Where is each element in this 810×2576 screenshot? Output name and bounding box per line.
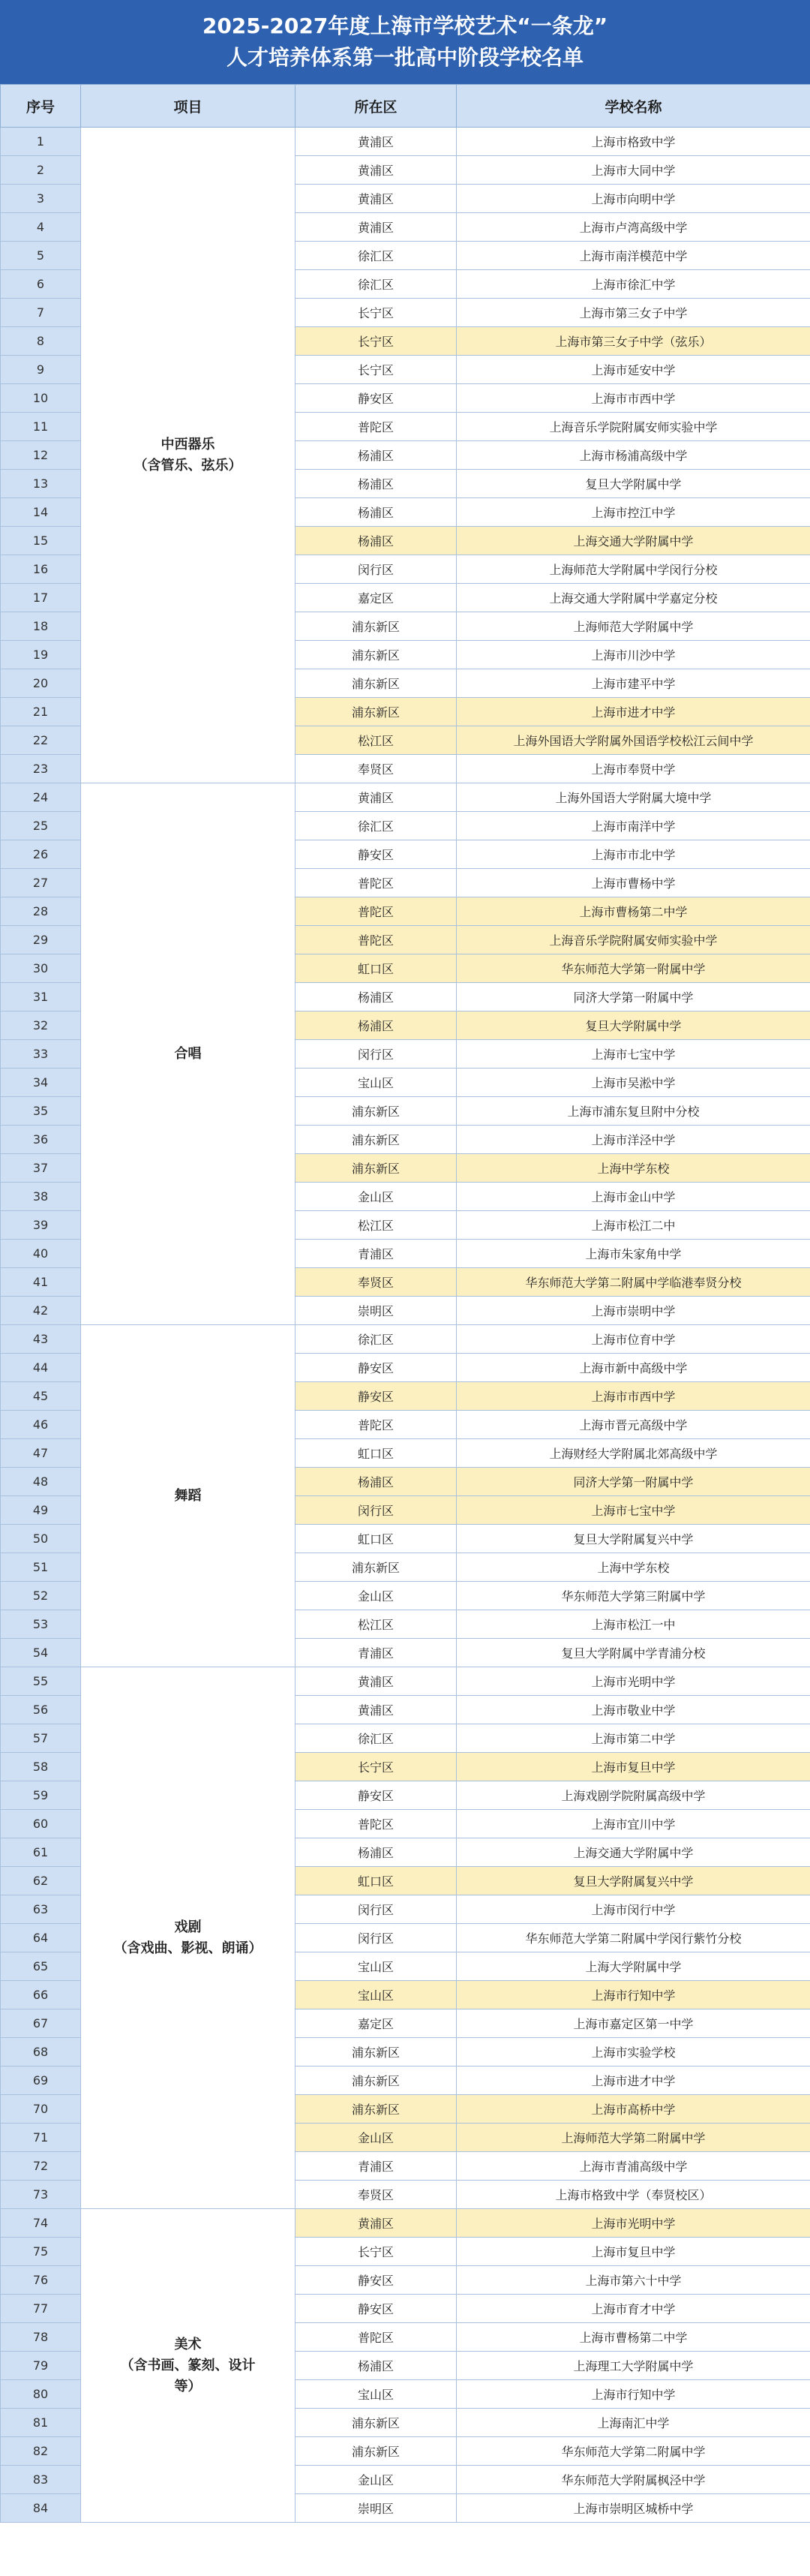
row-number: 11 [1, 413, 81, 441]
district-cell: 杨浦区 [296, 527, 457, 555]
title-line-2: 人才培养体系第一批高中阶段学校名单 [226, 45, 584, 70]
row-number: 69 [1, 2067, 81, 2095]
row-number: 22 [1, 726, 81, 755]
title-line-1: 2025-2027年度上海市学校艺术“一条龙” [202, 14, 608, 38]
district-cell: 普陀区 [296, 1411, 457, 1439]
district-cell: 宝山区 [296, 1981, 457, 2009]
school-name-cell: 上海市育才中学 [457, 2295, 810, 2323]
district-cell: 杨浦区 [296, 2352, 457, 2380]
school-name-cell: 上海师范大学附属中学闵行分校 [457, 555, 810, 584]
row-number: 64 [1, 1924, 81, 1952]
district-cell: 普陀区 [296, 2323, 457, 2352]
row-number: 37 [1, 1154, 81, 1183]
district-cell: 普陀区 [296, 1810, 457, 1838]
district-cell: 浦东新区 [296, 2095, 457, 2124]
row-number: 20 [1, 669, 81, 698]
school-name-cell: 华东师范大学第二附属中学临港奉贤分校 [457, 1268, 810, 1297]
school-name-cell: 上海市高桥中学 [457, 2095, 810, 2124]
row-number: 14 [1, 498, 81, 527]
school-name-cell: 华东师范大学第二附属中学 [457, 2437, 810, 2466]
header-school: 学校名称 [457, 85, 810, 128]
district-cell: 闵行区 [296, 555, 457, 584]
school-list-table [0, 84, 810, 2523]
row-number: 82 [1, 2437, 81, 2466]
row-number: 9 [1, 356, 81, 384]
row-number: 43 [1, 1325, 81, 1354]
school-name-cell: 上海市位育中学 [457, 1325, 810, 1354]
district-cell: 浦东新区 [296, 1553, 457, 1582]
district-cell: 闵行区 [296, 1040, 457, 1069]
project-name: 戏剧 （含戏曲、影视、朗诵） [113, 1919, 262, 1956]
district-cell: 浦东新区 [296, 698, 457, 726]
district-cell: 静安区 [296, 2266, 457, 2295]
project-category [81, 1667, 296, 2209]
district-cell: 嘉定区 [296, 584, 457, 612]
school-name-cell: 上海市行知中学 [457, 2380, 810, 2409]
row-number: 62 [1, 1867, 81, 1895]
district-cell: 宝山区 [296, 1069, 457, 1097]
school-name-cell: 上海市新中高级中学 [457, 1354, 810, 1382]
school-name-cell: 上海市曹杨中学 [457, 869, 810, 897]
row-number: 70 [1, 2095, 81, 2124]
district-cell: 奉贤区 [296, 2181, 457, 2209]
district-cell: 长宁区 [296, 2238, 457, 2266]
school-name-cell: 复旦大学附属中学 [457, 1011, 810, 1040]
project-name: 合唱 [174, 1045, 202, 1062]
school-name-cell: 上海市崇明区城桥中学 [457, 2494, 810, 2523]
school-name-cell: 上海市晋元高级中学 [457, 1411, 810, 1439]
row-number: 27 [1, 869, 81, 897]
school-name-cell: 上海师范大学附属中学 [457, 612, 810, 641]
school-name-cell: 上海市控江中学 [457, 498, 810, 527]
school-name-cell: 上海交通大学附属中学 [457, 527, 810, 555]
school-name-cell: 上海市格致中学（奉贤校区） [457, 2181, 810, 2209]
school-name-cell: 上海市向明中学 [457, 185, 810, 213]
school-name-cell: 上海外国语大学附属大境中学 [457, 783, 810, 812]
row-number: 12 [1, 441, 81, 470]
row-number: 51 [1, 1553, 81, 1582]
row-number: 34 [1, 1069, 81, 1097]
district-cell: 浦东新区 [296, 2038, 457, 2067]
school-name-cell: 复旦大学附属中学青浦分校 [457, 1639, 810, 1667]
project-category [81, 128, 296, 783]
school-name-cell: 上海市松江二中 [457, 1211, 810, 1240]
school-name-cell: 上海市杨浦高级中学 [457, 441, 810, 470]
district-cell: 金山区 [296, 1183, 457, 1211]
row-number: 39 [1, 1211, 81, 1240]
school-name-cell: 上海市第二中学 [457, 1724, 810, 1753]
row-number: 45 [1, 1382, 81, 1411]
school-name-cell: 华东师范大学第三附属中学 [457, 1582, 810, 1610]
district-cell: 宝山区 [296, 2380, 457, 2409]
district-cell: 静安区 [296, 384, 457, 413]
district-cell: 徐汇区 [296, 1724, 457, 1753]
district-cell: 闵行区 [296, 1496, 457, 1525]
school-name-cell: 上海市光明中学 [457, 2209, 810, 2238]
table-header-row [1, 85, 810, 128]
school-name-cell: 上海市大同中学 [457, 156, 810, 185]
school-name-cell: 上海市曹杨第二中学 [457, 2323, 810, 2352]
school-name-cell: 复旦大学附属复兴中学 [457, 1525, 810, 1553]
district-cell: 松江区 [296, 1211, 457, 1240]
school-name-cell: 上海市光明中学 [457, 1667, 810, 1696]
school-name-cell: 上海市第六十中学 [457, 2266, 810, 2295]
school-name-cell: 上海市格致中学 [457, 128, 810, 156]
project-name: 美术 （含书画、篆刻、设计 等） [120, 2336, 256, 2394]
district-cell: 杨浦区 [296, 498, 457, 527]
row-number: 79 [1, 2352, 81, 2380]
header-district: 所在区 [296, 85, 457, 128]
district-cell: 徐汇区 [296, 1325, 457, 1354]
row-number: 10 [1, 384, 81, 413]
school-name-cell: 上海音乐学院附属安师实验中学 [457, 926, 810, 954]
row-number: 25 [1, 812, 81, 840]
district-cell: 杨浦区 [296, 1468, 457, 1496]
table-row [1, 128, 810, 156]
row-number: 48 [1, 1468, 81, 1496]
row-number: 74 [1, 2209, 81, 2238]
district-cell: 松江区 [296, 726, 457, 755]
page-title [0, 0, 810, 84]
district-cell: 长宁区 [296, 299, 457, 327]
district-cell: 杨浦区 [296, 441, 457, 470]
row-number: 6 [1, 270, 81, 299]
district-cell: 黄浦区 [296, 213, 457, 242]
school-name-cell: 上海市市西中学 [457, 384, 810, 413]
project-category [81, 2209, 296, 2523]
row-number: 66 [1, 1981, 81, 2009]
district-cell: 静安区 [296, 1354, 457, 1382]
row-number: 28 [1, 897, 81, 926]
school-name-cell: 上海市曹杨第二中学 [457, 897, 810, 926]
row-number: 68 [1, 2038, 81, 2067]
school-name-cell: 上海中学东校 [457, 1553, 810, 1582]
school-name-cell: 上海交通大学附属中学 [457, 1838, 810, 1867]
school-name-cell: 上海交通大学附属中学嘉定分校 [457, 584, 810, 612]
district-cell: 浦东新区 [296, 2409, 457, 2437]
district-cell: 浦东新区 [296, 612, 457, 641]
district-cell: 长宁区 [296, 356, 457, 384]
district-cell: 长宁区 [296, 1753, 457, 1781]
school-name-cell: 华东师范大学附属枫泾中学 [457, 2466, 810, 2494]
school-name-cell: 上海南汇中学 [457, 2409, 810, 2437]
row-number: 2 [1, 156, 81, 185]
school-name-cell: 复旦大学附属中学 [457, 470, 810, 498]
school-name-cell: 上海市宜川中学 [457, 1810, 810, 1838]
row-number: 59 [1, 1781, 81, 1810]
district-cell: 奉贤区 [296, 1268, 457, 1297]
row-number: 29 [1, 926, 81, 954]
district-cell: 浦东新区 [296, 1097, 457, 1126]
row-number: 50 [1, 1525, 81, 1553]
school-name-cell: 上海市浦东复旦附中分校 [457, 1097, 810, 1126]
district-cell: 黄浦区 [296, 1696, 457, 1724]
row-number: 84 [1, 2494, 81, 2523]
school-name-cell: 上海大学附属中学 [457, 1952, 810, 1981]
district-cell: 徐汇区 [296, 812, 457, 840]
district-cell: 金山区 [296, 2124, 457, 2152]
school-name-cell: 上海市南洋模范中学 [457, 242, 810, 270]
table-row [1, 783, 810, 812]
project-name: 舞蹈 [174, 1487, 202, 1504]
row-number: 57 [1, 1724, 81, 1753]
project-category [81, 1325, 296, 1667]
school-name-cell: 复旦大学附属复兴中学 [457, 1867, 810, 1895]
district-cell: 浦东新区 [296, 1154, 457, 1183]
district-cell: 黄浦区 [296, 783, 457, 812]
row-number: 32 [1, 1011, 81, 1040]
school-name-cell: 上海财经大学附属北郊高级中学 [457, 1439, 810, 1468]
district-cell: 浦东新区 [296, 641, 457, 669]
district-cell: 宝山区 [296, 1952, 457, 1981]
district-cell: 浦东新区 [296, 669, 457, 698]
district-cell: 闵行区 [296, 1924, 457, 1952]
row-number: 15 [1, 527, 81, 555]
district-cell: 嘉定区 [296, 2009, 457, 2038]
row-number: 4 [1, 213, 81, 242]
district-cell: 浦东新区 [296, 1126, 457, 1154]
school-name-cell: 上海市市西中学 [457, 1382, 810, 1411]
row-number: 13 [1, 470, 81, 498]
row-number: 21 [1, 698, 81, 726]
school-name-cell: 上海市建平中学 [457, 669, 810, 698]
row-number: 78 [1, 2323, 81, 2352]
district-cell: 闵行区 [296, 1895, 457, 1924]
district-cell: 普陀区 [296, 926, 457, 954]
school-name-cell: 上海中学东校 [457, 1154, 810, 1183]
row-number: 1 [1, 128, 81, 156]
district-cell: 静安区 [296, 2295, 457, 2323]
district-cell: 青浦区 [296, 1240, 457, 1268]
school-name-cell: 上海市实验学校 [457, 2038, 810, 2067]
row-number: 65 [1, 1952, 81, 1981]
row-number: 7 [1, 299, 81, 327]
row-number: 46 [1, 1411, 81, 1439]
row-number: 30 [1, 954, 81, 983]
district-cell: 虹口区 [296, 1439, 457, 1468]
district-cell: 普陀区 [296, 897, 457, 926]
row-number: 71 [1, 2124, 81, 2152]
row-number: 36 [1, 1126, 81, 1154]
district-cell: 黄浦区 [296, 128, 457, 156]
row-number: 83 [1, 2466, 81, 2494]
row-number: 76 [1, 2266, 81, 2295]
district-cell: 静安区 [296, 1382, 457, 1411]
school-name-cell: 上海市朱家角中学 [457, 1240, 810, 1268]
district-cell: 黄浦区 [296, 156, 457, 185]
district-cell: 静安区 [296, 1781, 457, 1810]
school-name-cell: 同济大学第一附属中学 [457, 1468, 810, 1496]
district-cell: 杨浦区 [296, 1011, 457, 1040]
school-name-cell: 上海市进才中学 [457, 2067, 810, 2095]
school-name-cell: 上海市市北中学 [457, 840, 810, 869]
row-number: 47 [1, 1439, 81, 1468]
row-number: 8 [1, 327, 81, 356]
row-number: 81 [1, 2409, 81, 2437]
district-cell: 杨浦区 [296, 1838, 457, 1867]
school-name-cell: 上海市南洋中学 [457, 812, 810, 840]
school-name-cell: 上海市七宝中学 [457, 1040, 810, 1069]
school-name-cell: 上海市行知中学 [457, 1981, 810, 2009]
school-name-cell: 上海市闵行中学 [457, 1895, 810, 1924]
school-name-cell: 上海市第三女子中学 [457, 299, 810, 327]
row-number: 33 [1, 1040, 81, 1069]
district-cell: 虹口区 [296, 954, 457, 983]
row-number: 19 [1, 641, 81, 669]
school-name-cell: 上海市崇明中学 [457, 1297, 810, 1325]
district-cell: 杨浦区 [296, 983, 457, 1011]
project-category [81, 783, 296, 1325]
row-number: 60 [1, 1810, 81, 1838]
school-name-cell: 上海音乐学院附属安师实验中学 [457, 413, 810, 441]
district-cell: 金山区 [296, 1582, 457, 1610]
school-name-cell: 上海市奉贤中学 [457, 755, 810, 783]
table-row [1, 1325, 810, 1354]
school-name-cell: 上海市复旦中学 [457, 2238, 810, 2266]
table-body [1, 128, 810, 2523]
district-cell: 徐汇区 [296, 270, 457, 299]
district-cell: 浦东新区 [296, 2067, 457, 2095]
district-cell: 普陀区 [296, 413, 457, 441]
district-cell: 青浦区 [296, 2152, 457, 2181]
header-num: 序号 [1, 85, 81, 128]
school-name-cell: 上海市川沙中学 [457, 641, 810, 669]
row-number: 67 [1, 2009, 81, 2038]
school-name-cell: 上海市敬业中学 [457, 1696, 810, 1724]
district-cell: 黄浦区 [296, 185, 457, 213]
school-name-cell: 上海市徐汇中学 [457, 270, 810, 299]
district-cell: 徐汇区 [296, 242, 457, 270]
district-cell: 普陀区 [296, 869, 457, 897]
row-number: 63 [1, 1895, 81, 1924]
school-name-cell: 上海市嘉定区第一中学 [457, 2009, 810, 2038]
school-name-cell: 上海市第三女子中学（弦乐） [457, 327, 810, 356]
row-number: 35 [1, 1097, 81, 1126]
row-number: 77 [1, 2295, 81, 2323]
row-number: 75 [1, 2238, 81, 2266]
row-number: 41 [1, 1268, 81, 1297]
district-cell: 杨浦区 [296, 470, 457, 498]
school-name-cell: 上海市延安中学 [457, 356, 810, 384]
row-number: 52 [1, 1582, 81, 1610]
district-cell: 浦东新区 [296, 2437, 457, 2466]
school-name-cell: 上海市复旦中学 [457, 1753, 810, 1781]
school-name-cell: 上海市进才中学 [457, 698, 810, 726]
district-cell: 松江区 [296, 1610, 457, 1639]
project-name: 中西器乐 （含管乐、弦乐） [134, 436, 242, 473]
district-cell: 长宁区 [296, 327, 457, 356]
row-number: 24 [1, 783, 81, 812]
school-name-cell: 上海外国语大学附属外国语学校松江云间中学 [457, 726, 810, 755]
row-number: 42 [1, 1297, 81, 1325]
school-name-cell: 华东师范大学第二附属中学闵行紫竹分校 [457, 1924, 810, 1952]
district-cell: 崇明区 [296, 1297, 457, 1325]
row-number: 55 [1, 1667, 81, 1696]
school-name-cell: 上海市卢湾高级中学 [457, 213, 810, 242]
school-name-cell: 上海市青浦高级中学 [457, 2152, 810, 2181]
school-name-cell: 上海市洋泾中学 [457, 1126, 810, 1154]
school-name-cell: 上海理工大学附属中学 [457, 2352, 810, 2380]
school-name-cell: 上海市七宝中学 [457, 1496, 810, 1525]
row-number: 44 [1, 1354, 81, 1382]
row-number: 53 [1, 1610, 81, 1639]
row-number: 54 [1, 1639, 81, 1667]
school-name-cell: 上海市松江一中 [457, 1610, 810, 1639]
table-row [1, 1667, 810, 1696]
header-project: 项目 [81, 85, 296, 128]
row-number: 17 [1, 584, 81, 612]
row-number: 40 [1, 1240, 81, 1268]
school-name-cell: 上海市金山中学 [457, 1183, 810, 1211]
row-number: 72 [1, 2152, 81, 2181]
row-number: 5 [1, 242, 81, 270]
row-number: 58 [1, 1753, 81, 1781]
district-cell: 静安区 [296, 840, 457, 869]
row-number: 61 [1, 1838, 81, 1867]
district-cell: 虹口区 [296, 1867, 457, 1895]
school-name-cell: 同济大学第一附属中学 [457, 983, 810, 1011]
district-cell: 金山区 [296, 2466, 457, 2494]
row-number: 16 [1, 555, 81, 584]
row-number: 18 [1, 612, 81, 641]
row-number: 3 [1, 185, 81, 213]
district-cell: 黄浦区 [296, 2209, 457, 2238]
school-name-cell: 上海戏剧学院附属高级中学 [457, 1781, 810, 1810]
district-cell: 青浦区 [296, 1639, 457, 1667]
row-number: 31 [1, 983, 81, 1011]
row-number: 49 [1, 1496, 81, 1525]
table-row [1, 2209, 810, 2238]
school-name-cell: 上海市吴淞中学 [457, 1069, 810, 1097]
row-number: 26 [1, 840, 81, 869]
district-cell: 崇明区 [296, 2494, 457, 2523]
row-number: 80 [1, 2380, 81, 2409]
district-cell: 奉贤区 [296, 755, 457, 783]
school-name-cell: 上海师范大学第二附属中学 [457, 2124, 810, 2152]
row-number: 73 [1, 2181, 81, 2209]
row-number: 23 [1, 755, 81, 783]
district-cell: 虹口区 [296, 1525, 457, 1553]
school-name-cell: 华东师范大学第一附属中学 [457, 954, 810, 983]
row-number: 38 [1, 1183, 81, 1211]
district-cell: 黄浦区 [296, 1667, 457, 1696]
row-number: 56 [1, 1696, 81, 1724]
